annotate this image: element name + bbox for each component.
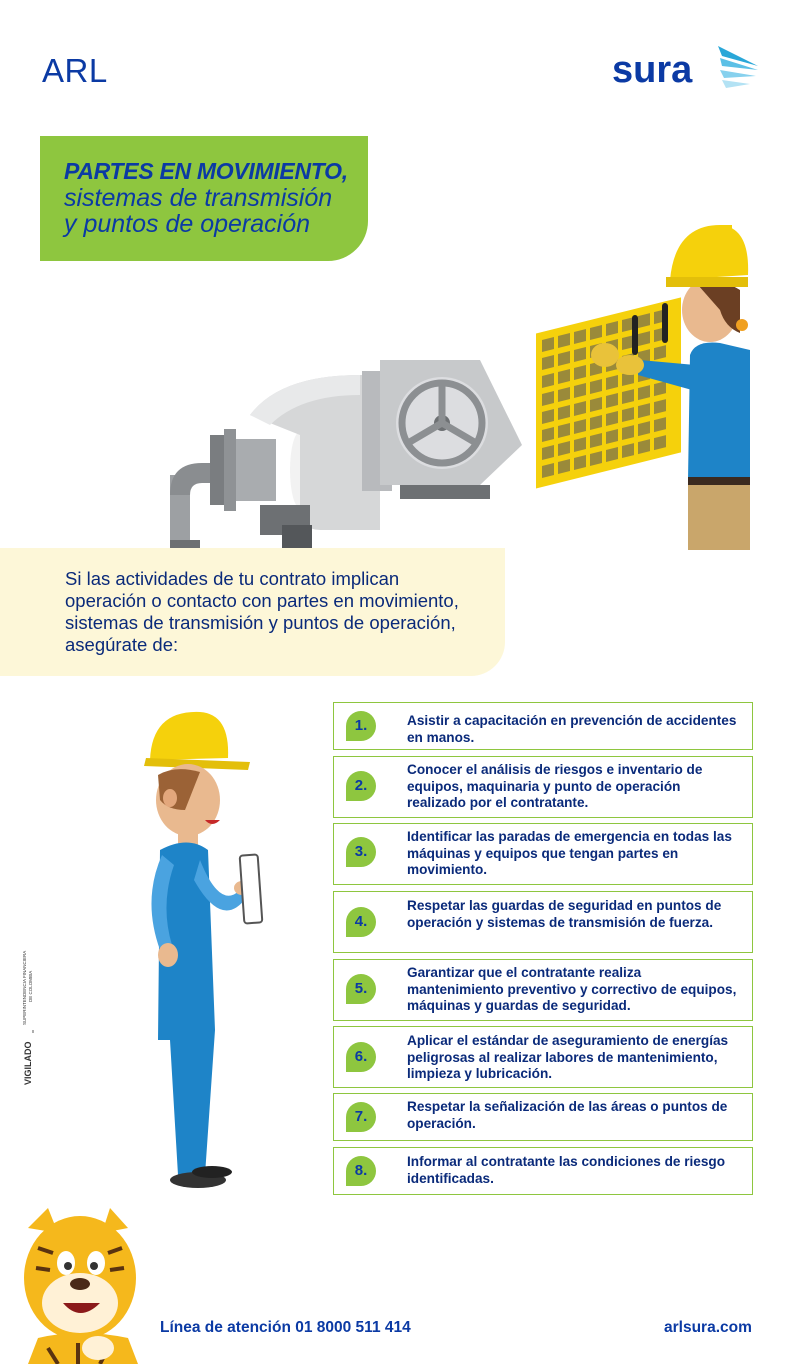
intro-text: Si las actividades de tu contrato implican operación o contacto con partes en movimiento, sistemas de transmisión y puntos de operación, asegúrate de: — [65, 568, 459, 655]
item-text-8: Informar al contratante las condiciones de riesgo identificadas. — [407, 1154, 726, 1186]
arl-label: ARL — [42, 52, 108, 89]
item-number-1: 1. — [346, 711, 376, 741]
item-text-2: Conocer el análisis de riesgos e inventario de equipos, maquinaria y punto de operación realizado por el contratante. — [407, 762, 703, 810]
pipe-machine-illustration — [150, 355, 530, 550]
item-number-7: 7. — [346, 1102, 376, 1132]
item-number-5: 5. — [346, 974, 376, 1004]
title-line-1: PARTES EN MOVIMIENTO, — [64, 158, 348, 184]
item-number-8: 8. — [346, 1156, 376, 1186]
item-text-5: Garantizar que el contratante realiza mantenimiento preventivo y correctivo de equipos, máquinas y guardas de seguridad. — [407, 965, 737, 1013]
item-number-2: 2. — [346, 771, 376, 801]
item-text-7: Respetar la señalización de las áreas o puntos de operación. — [407, 1099, 728, 1131]
worker-grid-illustration — [530, 215, 770, 550]
vigilado-agency: SUPERINTENDENCIA FINANCIERA — [22, 950, 27, 1025]
title-line-2: sistemas de transmisión — [64, 184, 333, 212]
website-link[interactable]: arlsura.com — [664, 1319, 752, 1336]
title-line-3: y puntos de operación — [64, 210, 311, 238]
item-number-4: 4. — [346, 907, 376, 937]
item-text-6: Aplicar el estándar de aseguramiento de energías peligrosas al realizar labores de mantenimiento, limpieza y lubricación. — [407, 1033, 729, 1081]
vigilado-country: DE COLOMBIA — [28, 970, 33, 1002]
item-text-1: Asistir a capacitación en prevención de accidentes en manos. — [407, 713, 737, 745]
item-number-6: 6. — [346, 1042, 376, 1072]
vigilado-word: VIGILADO — [23, 1041, 33, 1085]
worker-tablet-illustration — [130, 710, 270, 1195]
support-phone-line: Línea de atención 01 8000 511 414 — [160, 1319, 411, 1336]
sura-logo-icon[interactable] — [610, 40, 760, 100]
sura-logo-text: sura — [612, 49, 693, 91]
item-text-3: Identificar las paradas de emergencia en todas las máquinas y equipos que tengan partes en movimiento. — [407, 829, 732, 877]
item-text-4: Respetar las guardas de seguridad en puntos de operación y sistemas de transmisión de fuerza. — [407, 898, 722, 930]
item-number-3: 3. — [346, 837, 376, 867]
tiger-mascot-illustration — [18, 1208, 158, 1364]
vigilado-seal — [18, 930, 48, 1090]
